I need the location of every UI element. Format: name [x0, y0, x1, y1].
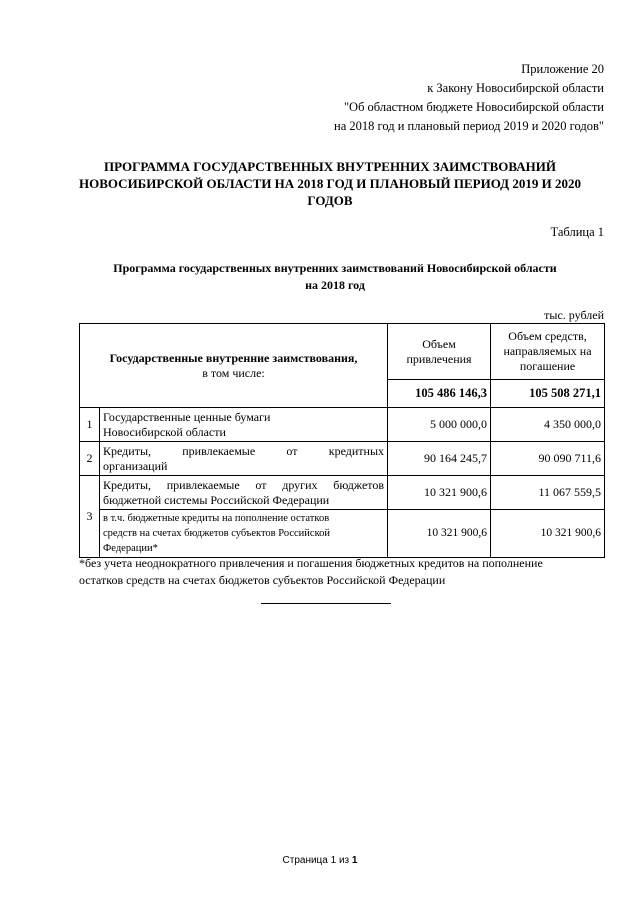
- row-index: 1: [80, 408, 100, 442]
- table-row: [80, 408, 605, 442]
- page-footer-of: из: [338, 855, 350, 866]
- footnote-line-2: остатков средств на счетах бюджетов субъектов Российской Федерации: [79, 573, 446, 587]
- subrow-attract: 10 321 900,6: [388, 510, 491, 558]
- separator-line: [261, 603, 391, 604]
- row-name-line-1: Кредиты, привлекаемые от кредитных: [103, 443, 385, 458]
- total-attract: 105 486 146,3: [388, 380, 491, 408]
- page-footer-total: 1: [351, 855, 358, 866]
- table-row: [80, 442, 605, 476]
- table-title-line-1: Программа государственных внутренних заимствований Новосибирской области: [113, 261, 557, 275]
- footnote-line-1: *без учета неоднократного привлечения и погашения бюджетных кредитов на пополнение: [79, 556, 543, 570]
- table-label: Таблица 1: [550, 225, 604, 239]
- row-name-line-2: бюджетной системы Российской Федерации: [103, 492, 330, 507]
- page-footer: [0, 855, 640, 866]
- row-name: [100, 476, 388, 510]
- table-title-line-2: на 2018 год: [305, 278, 365, 292]
- footnote: [79, 555, 619, 589]
- header-borrowings-rest: в том числе:: [202, 365, 265, 380]
- total-repay: 105 508 271,1: [491, 380, 605, 408]
- row-index: 2: [80, 442, 100, 476]
- header-cell-attract: Объем привлечения: [388, 324, 491, 380]
- table-header-row: [80, 324, 605, 380]
- row-attract: 90 164 245,7: [388, 442, 491, 476]
- header-cell-repay: Объем средств, направляемых на погашение: [491, 324, 605, 380]
- row-repay: 90 090 711,6: [491, 442, 605, 476]
- subrow-name-line-2: средств на счетах бюджетов субъектов Российской: [103, 528, 331, 539]
- header-borrowings-bold: Государственные внутренние заимствования,: [109, 350, 358, 365]
- row-name-line-1: Кредиты, привлекаемые от других бюджетов: [103, 477, 385, 492]
- annex-line-1: Приложение 20: [521, 62, 604, 76]
- annex-line-2: к Закону Новосибирской области: [427, 81, 604, 95]
- row-name-line-2: организаций: [103, 458, 168, 473]
- borrowing-table: [79, 323, 605, 558]
- annex-block: [334, 60, 604, 136]
- annex-line-3: "Об областном бюджете Новосибирской области: [343, 100, 604, 114]
- subrow-repay: 10 321 900,6: [491, 510, 605, 558]
- row-name: [100, 408, 388, 442]
- subrow-name-line-3: Федерации*: [103, 543, 158, 554]
- table-subrow: [80, 510, 605, 558]
- table-row: [80, 476, 605, 510]
- row-repay: 4 350 000,0: [491, 408, 605, 442]
- subrow-name-line-1: в т.ч. бюджетные кредиты на пополнение остатков: [103, 513, 330, 524]
- row-name-line-1: Государственные ценные бумаги: [103, 409, 271, 424]
- subrow-name: [100, 510, 388, 558]
- annex-line-4: на 2018 год и плановый период 2019 и 2020 годов": [334, 119, 604, 133]
- page-title: [60, 158, 600, 209]
- row-attract: 10 321 900,6: [388, 476, 491, 510]
- page-title-line-2: НОВОСИБИРСКОЙ ОБЛАСТИ НА 2018 ГОД И ПЛАНОВЫЙ ПЕРИОД 2019 И 2020: [79, 176, 581, 191]
- page-title-line-1: ПРОГРАММА ГОСУДАРСТВЕННЫХ ВНУТРЕННИХ ЗАИМСТВОВАНИЙ: [104, 159, 556, 174]
- row-attract: 5 000 000,0: [388, 408, 491, 442]
- row-name: [100, 442, 388, 476]
- page-footer-prefix: Страница: [282, 855, 328, 866]
- header-cell-borrowings: [80, 324, 388, 408]
- row-repay: 11 067 559,5: [491, 476, 605, 510]
- units-label: тыс. рублей: [544, 308, 604, 322]
- row-index: 3: [80, 476, 100, 558]
- table-title: [70, 260, 600, 294]
- row-name-line-2: Новосибирской области: [103, 424, 226, 439]
- page-footer-current: 1: [330, 855, 337, 866]
- page-title-line-3: ГОДОВ: [307, 193, 353, 208]
